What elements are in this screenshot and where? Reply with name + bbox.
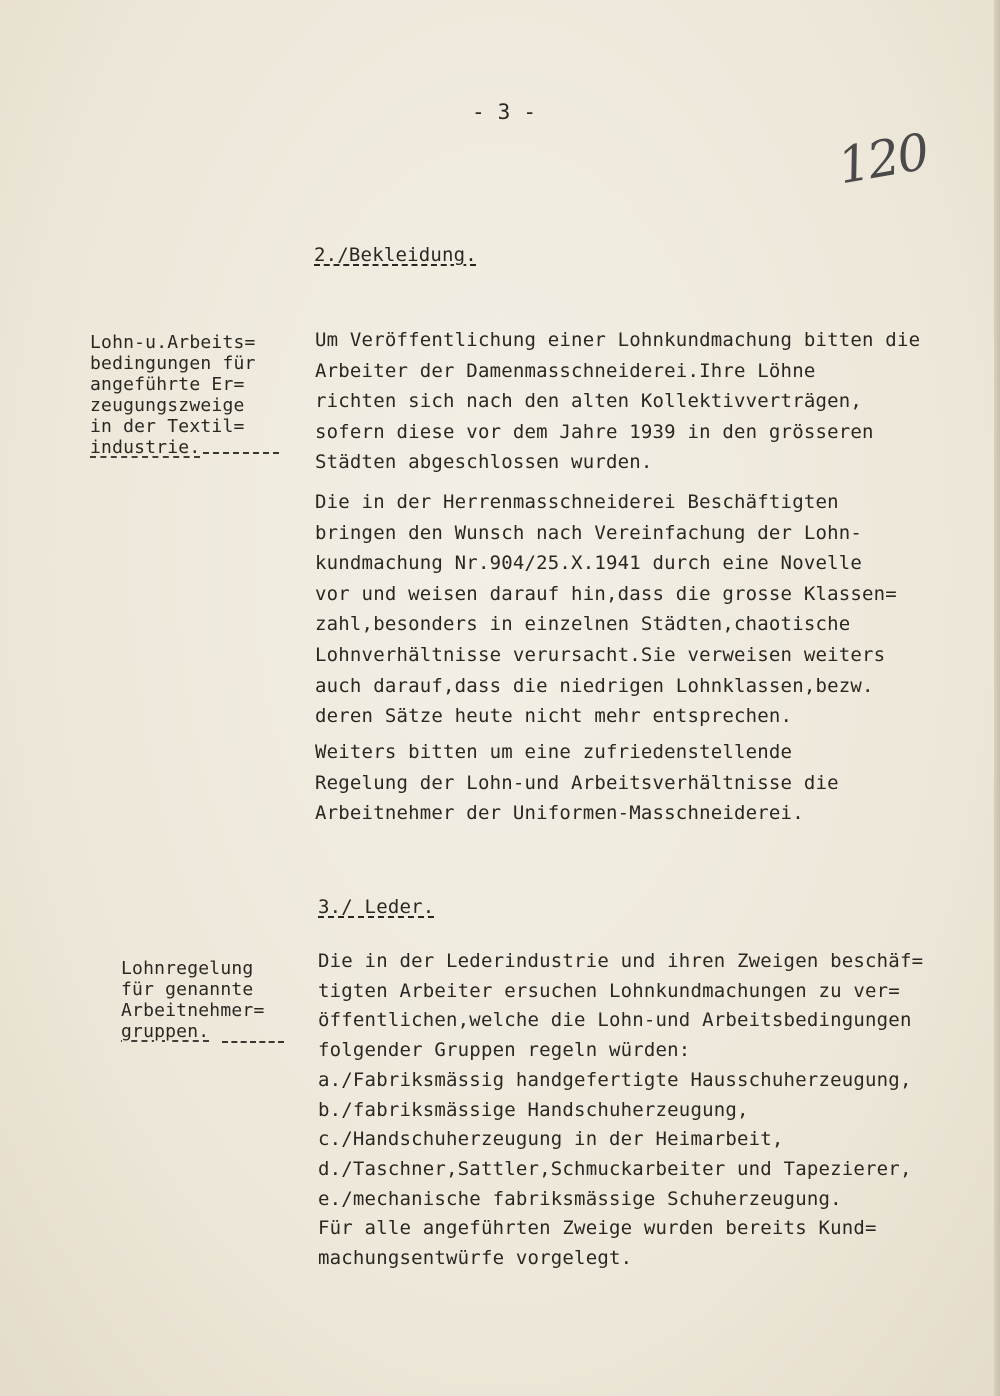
text-line: zahl,besonders in einzelnen Städten,chaotische: [315, 613, 851, 636]
margin-note-line: gruppen.: [121, 1021, 210, 1042]
list-item: c./Handschuherzeugung in der Heimarbeit,: [318, 1128, 784, 1151]
margin-note-dash-rule: [203, 452, 279, 454]
text-line: Weiters bitten um eine zufriedenstellende: [315, 741, 793, 763]
margin-note-line: Lohnregelung: [121, 958, 254, 979]
text-line: deren Sätze heute nicht mehr entsprechen.: [315, 705, 793, 728]
text-line: Lohnverhältnisse verursacht.Sie verweisen weiters: [315, 643, 886, 666]
text-line: richten sich nach den alten Kollektivverträgen,: [315, 390, 863, 413]
margin-note-line: in der Textil=: [90, 416, 245, 437]
list-item: b./fabriksmässige Handschuherzeugung,: [318, 1098, 749, 1121]
section-heading-bekleidung: 2./Bekleidung.: [314, 244, 477, 266]
margin-note-textile: [90, 332, 256, 458]
text-line: Arbeiter der Damenmasschneiderei.Ihre Löhne: [315, 359, 816, 382]
margin-note-line: bedingungen für: [90, 353, 256, 374]
paper-edge: [994, 0, 1000, 1396]
text-line: bringen den Wunsch nach Vereinfachung der Lohn-: [315, 521, 863, 544]
text-line: tigten Arbeiter ersuchen Lohnkundmachungen zu ver=: [318, 979, 900, 1002]
margin-note-line: Lohn-u.Arbeits=: [90, 332, 256, 353]
margin-note-dash-rule: [222, 1041, 284, 1043]
text-line: Städten abgeschlossen wurden.: [315, 451, 653, 474]
paragraph-damenmasschneiderei: [315, 325, 920, 478]
text-line: auch darauf,dass die niedrigen Lohnklassen,bezw.: [315, 674, 874, 697]
paragraph-herrenmasschneiderei: [315, 487, 897, 732]
margin-note-line: für genannte: [121, 979, 254, 1000]
text-line: Arbeitnehmer der Uniformen-Masschneiderei.: [315, 802, 804, 825]
list-item: a./Fabriksmässig handgefertigte Hausschuherzeugung,: [318, 1068, 912, 1091]
text-line: folgender Gruppen regeln würden:: [318, 1039, 691, 1062]
handwritten-folio-number: 120: [833, 122, 932, 196]
list-item: e./mechanische fabriksmässige Schuherzeugung.: [318, 1187, 842, 1210]
text-line: sofern diese vor dem Jahre 1939 in den grösseren: [315, 420, 874, 443]
margin-note-line: industrie.: [90, 437, 201, 458]
text-line: kundmachung Nr.904/25.X.1941 durch eine Novelle: [315, 552, 863, 575]
margin-note-leather: [121, 958, 264, 1042]
text-line: Die in der Herrenmasschneiderei Beschäftigten: [315, 491, 839, 513]
page-number: - 3 -: [472, 100, 537, 124]
paragraph-uniformen: [315, 737, 839, 829]
margin-note-line: Arbeitnehmer=: [121, 1000, 265, 1021]
margin-note-line: zeugungszweige: [90, 395, 245, 416]
section-heading-leder: 3./ Leder.: [318, 896, 435, 918]
paragraph-lederindustrie: [318, 947, 923, 1274]
text-line: Für alle angeführten Zweige wurden bereits Kund=: [318, 1217, 877, 1240]
text-line: Die in der Lederindustrie und ihren Zweigen beschäf=: [318, 950, 924, 972]
text-line: öffentlichen,welche die Lohn-und Arbeitsbedingungen: [318, 1009, 912, 1032]
text-line: vor und weisen darauf hin,dass die grosse Klassen=: [315, 582, 897, 605]
text-line: machungsentwürfe vorgelegt.: [318, 1247, 633, 1270]
text-line: Regelung der Lohn-und Arbeitsverhältnisse die: [315, 771, 839, 794]
list-item: d./Taschner,Sattler,Schmuckarbeiter und Tapezierer,: [318, 1157, 912, 1180]
text-line: Um Veröffentlichung einer Lohnkundmachung bitten die: [315, 329, 921, 351]
margin-note-line: angeführte Er=: [90, 374, 245, 395]
